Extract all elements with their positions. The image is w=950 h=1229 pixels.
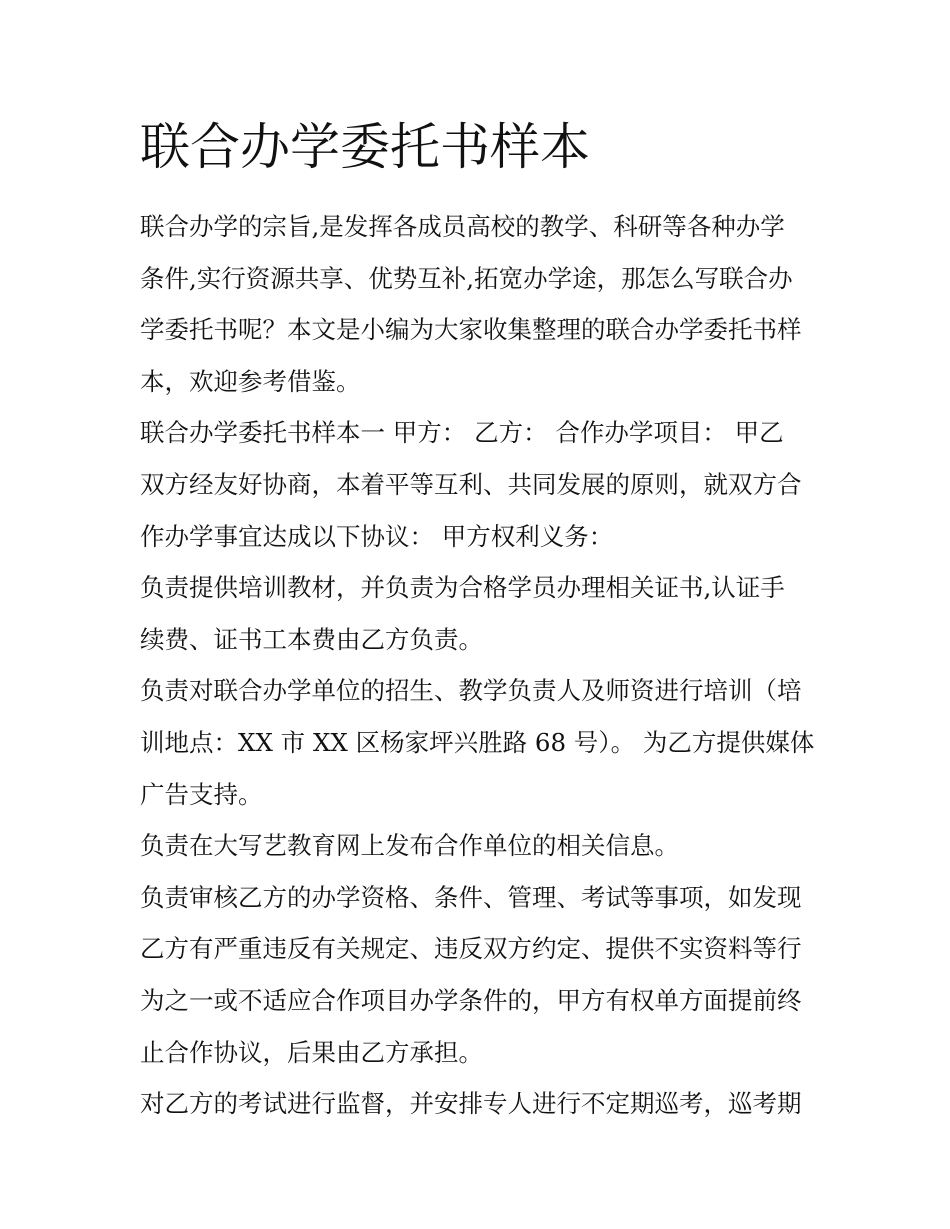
text-line: 续费、证书工本费由乙方负责。 — [140, 624, 483, 654]
text-line: 条件,实行资源共享、优势互补,拓宽办学途，那怎么写联合办 — [140, 263, 793, 293]
text-line: 联合办学的宗旨,是发挥各成员高校的教学、科研等各种办学 — [140, 212, 785, 241]
text-line: 负责在大写艺教育网上发布合作单位的相关信息。 — [140, 831, 679, 861]
text-line: 负责对联合办学单位的招生、教学负责人及师资进行培训（培 — [140, 676, 802, 706]
document-body — [140, 201, 830, 1130]
text-line: 对乙方的考试进行监督，并安排专人进行不定期巡考，巡考期 — [140, 1089, 802, 1119]
text-line: 负责审核乙方的办学资格、条件、管理、考试等事项，如发现 — [140, 882, 802, 912]
text-line: 本，欢迎参考借鉴。 — [140, 366, 361, 396]
text-line: 双方经友好协商，本着平等互利、共同发展的原则，就双方合 — [140, 469, 802, 499]
document-title: 联合办学委托书样本 — [140, 118, 590, 176]
text-line: 作办学事宜达成以下协议： 甲方权利义务： — [140, 521, 614, 551]
text-line: 乙方有严重违反有关规定、违反双方约定、提供不实资料等行 — [140, 934, 802, 964]
text-line: 广告支持。 — [140, 779, 263, 809]
text-line: 负责提供培训教材，并负责为合格学员办理相关证书,认证手 — [140, 573, 785, 603]
text-line: 联合办学委托书样本一 甲方： 乙方： 合作办学项目： 甲乙 — [140, 418, 784, 448]
text-line: 学委托书呢？本文是小编为大家收集整理的联合办学委托书样 — [140, 315, 802, 345]
text-line: 为之一或不适应合作项目办学条件的，甲方有权单方面提前终 — [140, 985, 802, 1015]
text-line: 训地点：XX 市 XX 区杨家坪兴胜路 68 号）。 为乙方提供媒体 — [140, 727, 815, 757]
text-line: 止合作协议，后果由乙方承担。 — [140, 1037, 483, 1067]
